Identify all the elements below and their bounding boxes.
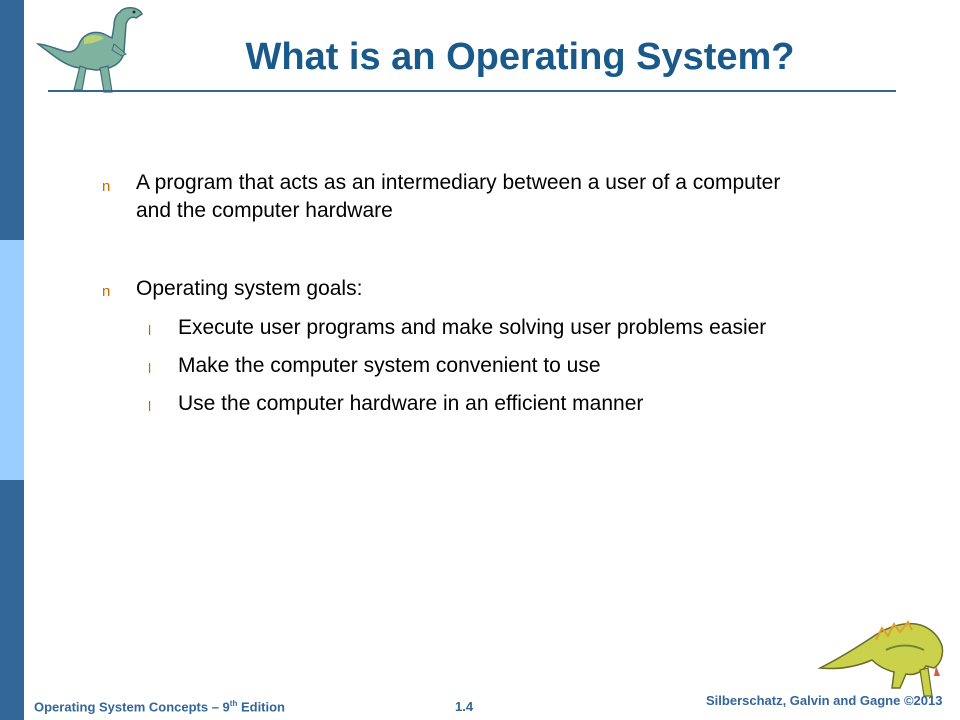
sub-bullet-item: Make the computer system convenient to use [178, 354, 601, 377]
sub-bullet-item: Use the computer hardware in an efficient manner [178, 392, 644, 415]
bullet-text-line: and the computer hardware [136, 199, 393, 222]
bullet-marker: n [102, 178, 111, 195]
bullet-item: Operating system goals: [136, 277, 363, 300]
sub-bullet-marker: l [148, 322, 152, 338]
dinosaur-icon-bottom [816, 610, 952, 702]
side-bar-top [0, 0, 24, 240]
footer-book-suffix: Edition [237, 699, 286, 715]
footer-book-sup: th [229, 699, 238, 708]
slide-title: What is an Operating System? [245, 36, 795, 78]
title-divider [48, 90, 896, 92]
footer-book-prefix: Operating System Concepts – 9 [34, 699, 230, 715]
bullet-marker: n [102, 283, 111, 300]
bullet-text-line: A program that acts as an intermediary between a user of a computer [136, 171, 781, 194]
footer-page-number: 1.4 [455, 699, 474, 714]
footer-copyright: Silberschatz, Galvin and Gagne ©2013 [706, 693, 943, 708]
side-bar-middle [0, 240, 24, 480]
side-bar-bottom [0, 480, 24, 720]
bullet-item [136, 169, 780, 225]
sub-bullet-marker: l [148, 360, 152, 376]
dinosaur-icon-top [34, 4, 150, 96]
sub-bullet-marker: l [148, 398, 152, 414]
footer-book-title [34, 699, 285, 714]
sub-bullet-item: Execute user programs and make solving user problems easier [178, 316, 767, 339]
